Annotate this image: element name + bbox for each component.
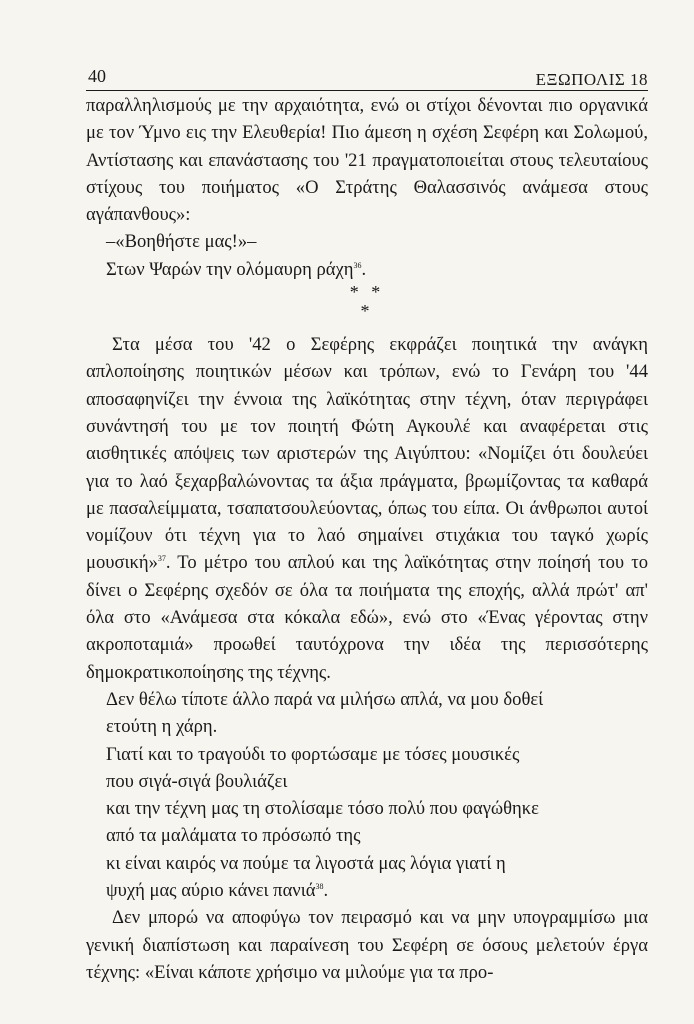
poem-line-3: Γιατί και το τραγούδι το φορτώσαμε με τόσες μουσικές (106, 743, 520, 765)
poem-line-2: ετούτη η χάρη. (106, 716, 218, 738)
paragraph-2-part-b: . Το μέτρο του απλού και της λαϊκότητας στην ποίησή του το δίνει ο Σεφέρης σχεδόν σε όλα τα ποιήματα της εποχής, αλλά πρώτ' απ' όλα στο «Ανάμεσα στα κόκαλα εδώ», ενώ στο «Ένας γέροντας στην ακροποταμιά» προωθεί ταυτόχρονα την ιδέα της περισσότερης δημοκρατικοποίησης της τέχνης. (86, 552, 648, 683)
quote-line-1: –«Βοηθήστε μας!»– (106, 231, 257, 253)
quote-line-2: Στων Ψαρών την ολόμαυρη ράχη$^{36}$. (106, 258, 367, 280)
header-rule (86, 90, 648, 91)
footnote-ref-37: 37 (157, 554, 166, 564)
journal-title: ΕΞΩΠΟΛΙΣ 18 (535, 70, 648, 89)
poem-line-8-text: ψυχή μας αύριο κάνει πανιά (106, 880, 316, 902)
body-text (86, 92, 648, 986)
paragraph-2-part-a: Στα μέσα του '42 ο Σεφέρης εκφράζει ποιητικά την ανάγκη απλοποίησης ποιητικών μέσων και τρόπων, ενώ το Γενάρη του '44 αποσαφηνίζει την έννοια της λαϊκότητας στην τέχνη, όταν περιγράφει συνάντησή του με τον ποιητή Φώτη Αγκουλέ και αναφέρεται στις αισθητικές απόψεις των αριστερών της Αιγύπτου: «Νομίζει ότι δουλεύει για το λαό ξεχαρβαλώνοντας τα άξια πράγματα, βρωμίζοντας τα καθαρά με πασαλείμματα, τσαπατσουλεύοντας, όπως του είπα. Οι άνθρωποι αυτοί νομίζουν ότι τέχνη για το λαό σημαίνει στιχάκια του ταγκό χωρίς μουσική» (86, 334, 648, 574)
poem-line-1: Δεν θέλω τίποτε άλλο παρά να μιλήσω απλά, να μου δοθεί (106, 688, 544, 710)
poem-line-7: κι είναι καιρός να πούμε τα λιγοστά μας λόγια γιατί η (106, 852, 506, 874)
paragraph-2 (86, 331, 648, 686)
section-separator-top: * * (349, 282, 385, 303)
quote-line-2-text: Στων Ψαρών την ολόμαυρη ράχη (106, 258, 354, 280)
footnote-ref-38: 38 (315, 881, 324, 891)
poem-line-8: ψυχή μας αύριο κάνει πανιά$^{38}$. (106, 880, 329, 902)
paragraph-3: Δεν μπορώ να αποφύγω τον πειρασμό και να μην υπογραμμίσω μια γενική διαπίστωση και παραίνεση του Σεφέρη σε όσους μελετούν έργα τέχνης: «Είναι κάποτε χρήσιμο να μιλούμε για τα προ- (86, 907, 648, 983)
page-number: 40 (88, 66, 106, 86)
poem-line-5: και την τέχνη μας τη στολίσαμε τόσο πολύ που φαγώθηκε (106, 798, 539, 820)
poem-line-4: που σιγά-σιγά βουλιάζει (106, 770, 288, 792)
poem-line-6: από τα μαλάματα το πρόσωπό της (106, 825, 361, 847)
footnote-ref-36: 36 (353, 260, 362, 270)
paragraph-1: παραλληλισμούς με την αρχαιότητα, ενώ οι στίχοι δένονται πιο οργανικά με τον Ύμνο εις την Ελευθερία! Πιο άμεση η σχέση Σεφέρη και Σολωμού, Αντίστασης και επανάστασης του '21 πραγματοποιείται στους τελευταίους στίχους του ποιήματος «Ο Στράτης Θαλασσινός ανάμεσα στους αγάπανθους»: (86, 95, 648, 226)
section-separator-bottom: * (360, 301, 374, 322)
running-header (86, 66, 648, 92)
